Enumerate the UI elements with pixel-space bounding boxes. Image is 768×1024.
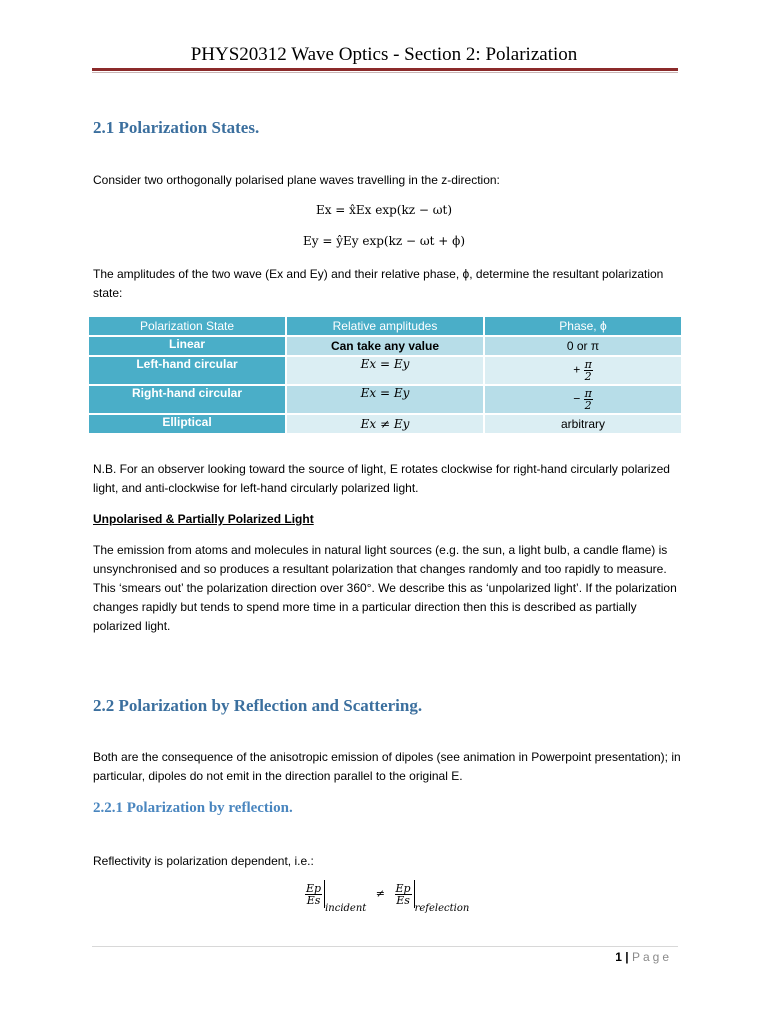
- footer-separator: |: [625, 950, 629, 964]
- footer-rule: [92, 946, 678, 947]
- dipole-paragraph: Both are the consequence of the anisotropic emission of dipoles (see animation in Powerpoint presentation); in particular, dipoles do not emit in the direction parallel to the original E.: [93, 750, 681, 783]
- col-header-amplitudes: Relative amplitudes: [287, 317, 483, 335]
- page-number: 1: [615, 950, 622, 964]
- reflectivity-paragraph: Reflectivity is polarization dependent, i.e.:: [93, 854, 314, 868]
- cell-state: Linear: [89, 337, 285, 355]
- ratio-den: Es: [396, 893, 410, 907]
- table-row: [89, 415, 681, 433]
- heading-2-2: 2.2 Polarization by Reflection and Scattering.: [93, 696, 423, 715]
- header-rule: [92, 68, 678, 71]
- sub-incident: incident: [325, 903, 367, 914]
- table-row: [89, 386, 681, 413]
- emission-paragraph: The emission from atoms and molecules in natural light sources (e.g. the sun, a light bulb, a candle flame) is unsynchronised and so produces a resultant polarization that changes randomly and too rapidly to measure. This ‘smears out’ the polarization direction over 360°. We describe this as ‘unpolarized light’. If the polarization changes rapidly but tends to spend more time in a particular direction then this is described as partially polarized light.: [93, 543, 677, 633]
- ratio-num: Ep: [395, 881, 411, 895]
- header-rule-thin: [92, 72, 678, 73]
- ratio-den: Es: [306, 893, 321, 907]
- heading-2-1: 2.1 Polarization States.: [93, 118, 260, 137]
- phase-fraction: [584, 388, 593, 411]
- phase-sign: −: [573, 391, 581, 406]
- intro-paragraph: Consider two orthogonally polarised plane waves travelling in the z-direction:: [93, 173, 500, 187]
- cell-phase: [485, 386, 681, 413]
- cell-amplitude: Ex ≠ Ey: [287, 415, 483, 433]
- phase-numerator: π: [584, 358, 592, 371]
- phase-numerator: π: [584, 387, 592, 400]
- page-footer: [615, 950, 672, 964]
- cell-state: Right-hand circular: [89, 386, 285, 413]
- amplitude-paragraph: The amplitudes of the two wave (Ex and Ey) and their relative phase, ϕ, determine the resultant polarization state:: [93, 267, 664, 300]
- nb-paragraph: N.B. For an observer looking toward the source of light, E rotates clockwise for right-hand circularly polarized light, and anti-clockwise for left-hand circularly polarized light.: [93, 462, 670, 495]
- ratio-num: Ep: [306, 881, 322, 895]
- cell-amplitude: Ex = Ey: [287, 357, 483, 384]
- cell-amplitude: Can take any value: [287, 337, 483, 355]
- cell-phase: 0 or π: [485, 337, 681, 355]
- page-header: PHYS20312 Wave Optics - Section 2: Polarization: [190, 44, 578, 65]
- phase-denominator: 2: [584, 399, 592, 412]
- col-header-phase: Phase, ϕ: [485, 317, 681, 335]
- equation-ey: Ey = ŷEy exp(kz − ωt + ϕ): [302, 234, 466, 248]
- cell-state: Left-hand circular: [89, 357, 285, 384]
- table-header-row: [89, 317, 681, 335]
- ratio-reflection: [395, 883, 412, 906]
- col-header-state: Polarization State: [89, 317, 285, 335]
- page-word: Page: [631, 950, 672, 964]
- ratio-incident: [305, 883, 322, 906]
- polarization-table: [87, 315, 683, 435]
- cell-phase: arbitrary: [485, 415, 681, 433]
- table-row: [89, 357, 681, 384]
- heading-2-2-1: 2.2.1 Polarization by reflection.: [93, 800, 293, 816]
- table-row: [89, 337, 681, 355]
- reflection-equation: [305, 880, 469, 914]
- sub-reflection: refelection: [414, 903, 470, 914]
- cell-phase: [485, 357, 681, 384]
- cell-state: Elliptical: [89, 415, 285, 433]
- cell-amplitude: Ex = Ey: [287, 386, 483, 413]
- phase-denominator: 2: [584, 370, 592, 383]
- phase-fraction: [584, 359, 593, 382]
- phase-sign: +: [573, 362, 581, 377]
- subheading-unpolarised: Unpolarised & Partially Polarized Light: [93, 512, 314, 526]
- not-equal-sign: ≠: [375, 887, 386, 900]
- equation-ex: Ex = x̂Ex exp(kz − ωt): [315, 203, 453, 217]
